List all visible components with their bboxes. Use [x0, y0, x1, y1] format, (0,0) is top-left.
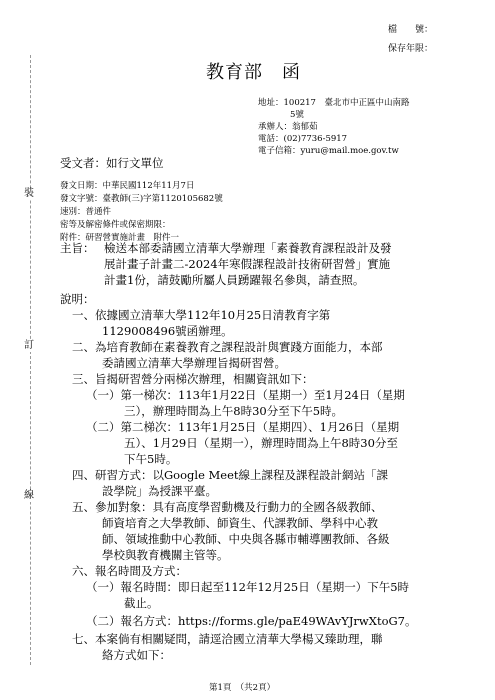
item-5-line-1: 五、參加對象：具有高度學習動機及行動力的全國各級教師、	[72, 500, 383, 514]
subject-line-1: 檢送本部委請國立清華大學辦理「素養教育課程設計及發	[104, 241, 392, 255]
subject-line-2: 展計畫子計畫二-2024年寒假課程設計技術研習營」實施	[104, 257, 391, 271]
secrecy-level: 密等及解密條件或保密期限：	[60, 220, 171, 230]
recipient: 受文者：如行文單位	[60, 156, 164, 170]
item-1-line-1: 一、依據國立清華大學112年10月25日清教育字第	[72, 308, 331, 322]
item-1-line-2: 1129008496號函辦理。	[102, 324, 233, 338]
item-6-2-registration-link[interactable]: （二）報名方式：https://forms.gle/paE49WAvYJrwXtoG7。	[86, 614, 417, 628]
item-3-2-line-1: （二）第二梯次：113年1月25日（星期四）、1月26日（星期	[86, 420, 400, 434]
item-6-1-line-2: 截止。	[124, 596, 159, 610]
binding-mark-xian: 線	[24, 490, 34, 501]
item-6-1-line-1: （一）報名時間：即日起至112年12月25日（星期一）下午5時	[86, 580, 410, 594]
binding-line	[30, 55, 31, 665]
item-3-2-line-3: 下午5時。	[124, 452, 178, 466]
address-line-1: 地址：100217 臺北市中正區中山南路	[258, 98, 410, 108]
file-number-label: 檔 號：	[388, 25, 434, 35]
phone: 電話：(02)7736-5917	[258, 134, 348, 144]
item-3-1-line-2: 三），辦理時間為上午8時30分至下午5時。	[124, 404, 344, 418]
email: 電子信箱：yuru@mail.moe.gov.tw	[258, 146, 399, 156]
item-5-line-3: 師、領域推動中心教師、中央與各縣市輔導團教師、各級	[102, 532, 390, 546]
item-5-line-2: 師資培育之大學教師、師資生、代課教師、學科中心教	[102, 516, 378, 530]
contact-person: 承辦人：翁郁茹	[258, 122, 318, 132]
binding-mark-ding: 訂	[24, 340, 34, 351]
retention-label: 保存年限：	[388, 44, 434, 54]
document-title: 教育部 函	[206, 62, 301, 83]
item-4-line-2: 設學院」為授課平臺。	[102, 484, 217, 498]
binding-mark-zhuang: 裝	[24, 188, 34, 199]
item-2-line-1: 二、為培育教師在素養教育之課程設計與實踐方面能力，本部	[72, 340, 383, 354]
speed-class: 速別：普通件	[60, 207, 112, 217]
item-7-line-1: 七、本案倘有相關疑問，請逕洽國立清華大學楊又臻助理，聯	[72, 632, 383, 646]
page-footer: 第1頁 （共2頁）	[209, 683, 276, 693]
item-6: 六、報名時間及方式：	[72, 564, 187, 578]
subject-label: 主旨：	[60, 241, 95, 255]
item-3-2-line-2: 五）、1月29日（星期一），辦理時間為上午8時30分至	[124, 436, 398, 450]
item-2-line-2: 委請國立清華大學辦理旨揭研習營。	[102, 356, 286, 370]
issue-date: 發文日期：中華民國112年11月7日	[60, 181, 195, 191]
attachment: 附件：研習營實施計畫 附件一	[60, 233, 180, 243]
item-3: 三、旨揭研習營分兩梯次辦理，相關資訊如下：	[72, 372, 314, 386]
address-line-2: 5號	[290, 110, 304, 120]
item-7-line-2: 絡方式如下：	[102, 648, 171, 662]
item-5-line-4: 學校與教育機關主管等。	[102, 548, 229, 562]
item-4-line-1: 四、研習方式：以Google Meet線上課程及課程設計網站「課	[72, 468, 389, 482]
item-3-1-line-1: （一）第一梯次：113年1月22日（星期一）至1月24日（星期	[86, 388, 405, 402]
subject-line-3: 計畫1份，請鼓勵所屬人員踴躍報名參與，請查照。	[104, 273, 365, 287]
explanation-label: 說明：	[60, 292, 95, 306]
issue-number: 發文字號：臺教師(三)字第1120105682號	[60, 194, 223, 204]
